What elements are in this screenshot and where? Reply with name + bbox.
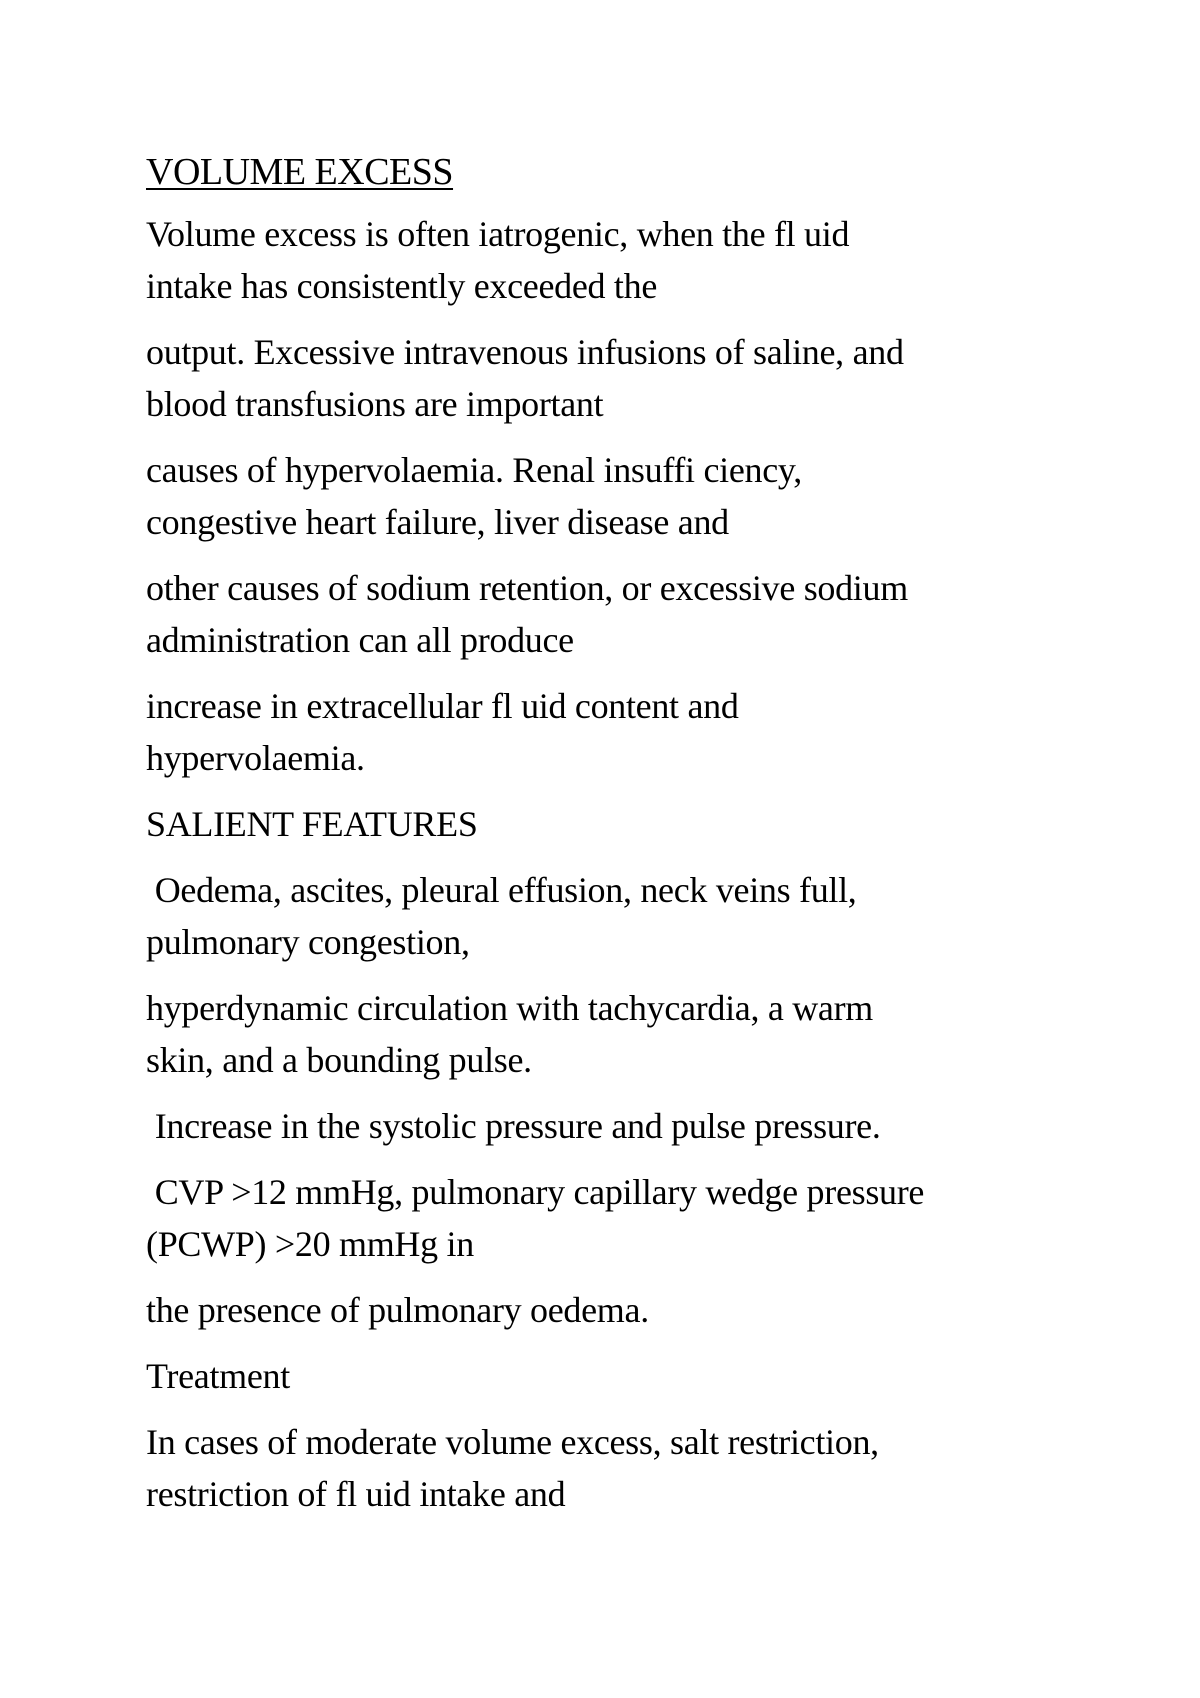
- text-line: other causes of sodium retention, or excessive sodium: [146, 568, 908, 608]
- paragraph: [146, 326, 1086, 430]
- text-line: SALIENT FEATURES: [146, 804, 478, 844]
- text-line: congestive heart failure, liver disease and: [146, 502, 729, 542]
- text-line: Volume excess is often iatrogenic, when the fl uid: [146, 214, 850, 254]
- paragraph: [146, 1166, 1086, 1270]
- text-line: skin, and a bounding pulse.: [146, 1040, 532, 1080]
- text-line: Oedema, ascites, pleural effusion, neck veins full,: [146, 870, 857, 910]
- text-line: increase in extracellular fl uid content and: [146, 686, 739, 726]
- text-line: causes of hypervolaemia. Renal insuffi ciency,: [146, 450, 802, 490]
- paragraph: [146, 1284, 1086, 1336]
- text-line: restriction of fl uid intake and: [146, 1474, 566, 1514]
- text-line: output. Excessive intravenous infusions of saline, and: [146, 332, 904, 372]
- text-line: administration can all produce: [146, 620, 574, 660]
- document-body: [146, 146, 1086, 1534]
- text-line: Treatment: [146, 1356, 290, 1396]
- paragraph: [146, 208, 1086, 312]
- text-line: (PCWP) >20 mmHg in: [146, 1224, 474, 1264]
- paragraph-list: [146, 208, 1086, 1520]
- text-line: hypervolaemia.: [146, 738, 365, 778]
- text-line: pulmonary congestion,: [146, 922, 470, 962]
- text-line: In cases of moderate volume excess, salt restriction,: [146, 1422, 879, 1462]
- text-line: intake has consistently exceeded the: [146, 266, 658, 306]
- text-line: blood transfusions are important: [146, 384, 604, 424]
- text-line: Increase in the systolic pressure and pulse pressure.: [146, 1106, 881, 1146]
- text-line: hyperdynamic circulation with tachycardia, a warm: [146, 988, 873, 1028]
- text-line: CVP >12 mmHg, pulmonary capillary wedge pressure: [146, 1172, 925, 1212]
- paragraph: [146, 1100, 1086, 1152]
- paragraph: [146, 798, 1086, 850]
- paragraph: [146, 864, 1086, 968]
- text-line: the presence of pulmonary oedema.: [146, 1290, 649, 1330]
- paragraph: [146, 562, 1086, 666]
- document-title: VOLUME EXCESS: [146, 151, 454, 193]
- paragraph: [146, 680, 1086, 784]
- paragraph: [146, 444, 1086, 548]
- paragraph: [146, 982, 1086, 1086]
- paragraph: [146, 1416, 1086, 1520]
- paragraph: [146, 1350, 1086, 1402]
